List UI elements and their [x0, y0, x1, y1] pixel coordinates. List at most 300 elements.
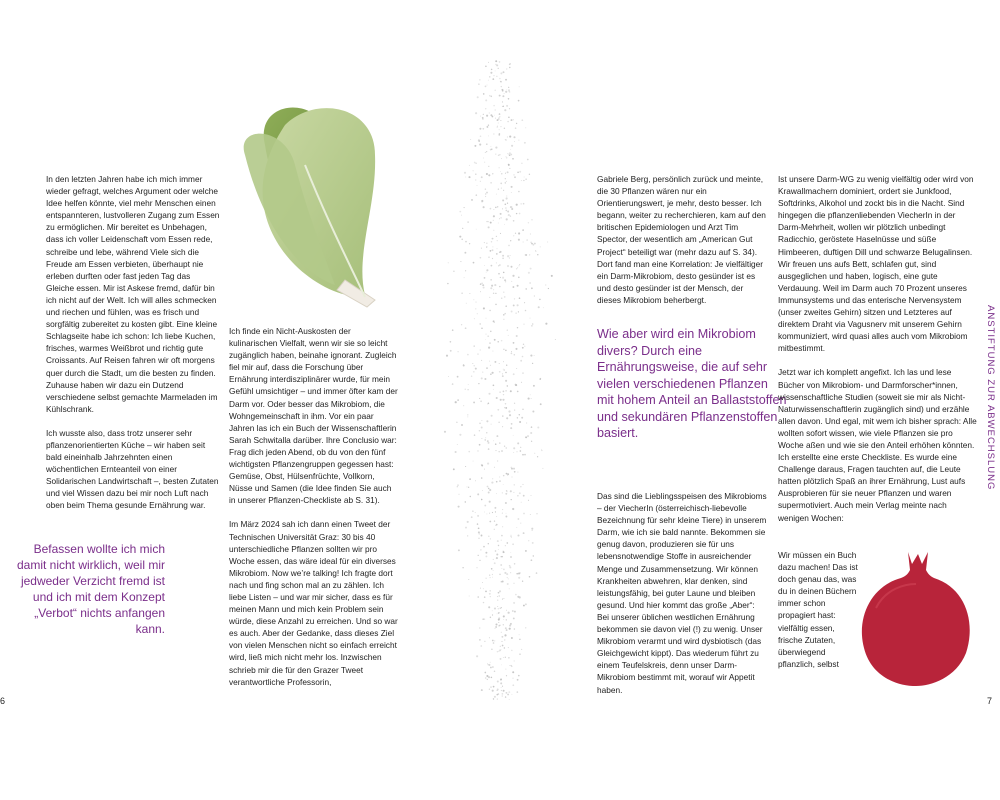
speckle-dot — [517, 691, 519, 693]
speckle-dot — [514, 583, 515, 584]
speckle-dot — [493, 698, 494, 699]
speckle-dot — [490, 182, 492, 184]
speckle-dot — [488, 492, 490, 494]
speckle-dot — [494, 339, 496, 341]
speckle-dot — [483, 287, 485, 289]
speckle-dot — [497, 699, 498, 700]
speckle-dot — [485, 196, 486, 197]
speckle-dot — [461, 424, 463, 426]
speckle-dot — [503, 598, 504, 599]
speckle-dot — [484, 596, 486, 598]
speckle-dot — [510, 427, 512, 429]
speckle-dot — [501, 690, 502, 691]
speckle-dot — [488, 606, 490, 608]
speckle-dot — [494, 284, 496, 286]
speckle-dot — [492, 577, 493, 578]
speckle-dot — [523, 203, 525, 205]
speckle-dot — [500, 658, 502, 660]
speckle-dot — [476, 194, 478, 196]
speckle-dot — [490, 279, 491, 280]
speckle-dot — [500, 564, 502, 566]
speckle-dot — [489, 95, 491, 97]
speckle-dot — [506, 181, 507, 182]
speckle-dot — [487, 403, 488, 404]
speckle-dot — [502, 695, 503, 696]
speckle-dot — [503, 391, 505, 393]
speckle-dot — [519, 421, 521, 423]
speckle-dot — [513, 119, 514, 120]
speckle-dot — [510, 215, 511, 216]
speckle-dot — [461, 293, 462, 294]
speckle-dot — [486, 432, 487, 433]
speckle-dot — [502, 95, 504, 97]
speckle-dot — [487, 486, 489, 488]
speckle-dot — [514, 298, 515, 299]
speckle-dot — [484, 512, 485, 513]
speckle-dot — [508, 335, 509, 336]
speckle-dot — [475, 112, 477, 114]
speckle-dot — [511, 665, 513, 667]
speckle-dot — [514, 410, 515, 411]
speckle-dot — [519, 264, 520, 265]
speckle-dot — [524, 346, 525, 347]
speckle-dot — [506, 69, 507, 70]
speckle-dot — [467, 354, 469, 356]
speckle-dot — [493, 293, 494, 294]
speckle-dot — [475, 302, 476, 303]
speckle-dot — [511, 186, 513, 188]
speckle-dot — [503, 657, 504, 658]
speckle-dot — [507, 329, 508, 330]
speckle-dot — [471, 199, 473, 201]
speckle-dot — [507, 203, 508, 204]
speckle-dot — [496, 435, 498, 437]
speckle-dot — [489, 489, 491, 491]
speckle-dot — [521, 180, 522, 181]
speckle-dot — [537, 427, 539, 429]
speckle-dot — [494, 322, 495, 323]
speckle-dot — [485, 555, 487, 557]
speckle-dot — [498, 592, 500, 594]
speckle-dot — [514, 628, 516, 630]
speckle-dot — [490, 667, 492, 669]
speckle-dot — [477, 313, 478, 314]
page-number-right: 7 — [987, 696, 993, 706]
speckle-dot — [465, 241, 467, 243]
speckle-dot — [494, 361, 496, 363]
speckle-dot — [510, 490, 512, 492]
speckle-dot — [473, 401, 475, 403]
speckle-dot — [496, 557, 498, 559]
speckle-dot — [444, 431, 446, 433]
speckle-dot — [502, 492, 503, 493]
speckle-dot — [476, 655, 478, 657]
speckle-dot — [510, 154, 512, 156]
speckle-dot — [465, 177, 466, 178]
speckle-dot — [464, 277, 465, 278]
speckle-dot — [490, 662, 491, 663]
speckle-dot — [509, 628, 511, 630]
speckle-dot — [500, 233, 501, 234]
speckle-dot — [518, 577, 520, 579]
speckle-dot — [467, 535, 468, 536]
speckle-dot — [505, 79, 507, 81]
speckle-dot — [471, 516, 473, 518]
speckle-dot — [494, 628, 495, 629]
speckle-dot — [520, 447, 521, 448]
speckle-dot — [508, 164, 510, 166]
speckle-dot — [513, 304, 515, 306]
speckle-dot — [475, 480, 476, 481]
speckle-dot — [504, 296, 506, 298]
speckle-dot — [475, 308, 476, 309]
speckle-dot — [506, 573, 508, 575]
speckle-dot — [518, 675, 520, 677]
speckle-dot — [511, 537, 512, 538]
speckle-dot — [502, 373, 503, 374]
speckle-dot — [513, 174, 514, 175]
speckle-dot — [490, 287, 492, 289]
speckle-dot — [487, 663, 488, 664]
speckle-dot — [517, 391, 519, 393]
speckle-dot — [496, 624, 498, 626]
speckle-dot — [497, 606, 498, 607]
speckle-dot — [509, 414, 511, 416]
speckle-dot — [520, 450, 522, 452]
speckle-dot — [500, 72, 502, 74]
speckle-dot — [519, 213, 521, 215]
speckle-dot — [490, 250, 492, 252]
speckle-dot — [493, 440, 494, 441]
speckle-dot — [496, 76, 497, 77]
speckle-dot — [492, 238, 494, 240]
speckle-dot — [479, 422, 481, 424]
speckle-dot — [503, 475, 505, 477]
speckle-dot — [505, 657, 506, 658]
speckle-dot — [488, 676, 490, 678]
speckle-dot — [519, 492, 521, 494]
speckle-gutter-decoration — [430, 60, 570, 700]
speckle-dot — [505, 178, 506, 179]
speckle-dot — [488, 664, 490, 666]
speckle-dot — [481, 328, 483, 330]
speckle-dot — [495, 153, 496, 154]
speckle-dot — [500, 120, 501, 121]
speckle-dot — [501, 632, 502, 633]
speckle-dot — [511, 423, 513, 425]
speckle-dot — [502, 277, 504, 279]
speckle-dot — [500, 646, 501, 647]
speckle-dot — [501, 86, 502, 87]
speckle-dot — [487, 463, 489, 465]
speckle-dot — [484, 469, 485, 470]
speckle-dot — [503, 106, 504, 107]
speckle-dot — [459, 434, 461, 436]
speckle-dot — [518, 265, 519, 266]
speckle-dot — [499, 625, 501, 627]
speckle-dot — [499, 612, 500, 613]
speckle-dot — [502, 645, 504, 647]
speckle-dot — [511, 468, 513, 470]
speckle-dot — [486, 221, 487, 222]
speckle-dot — [486, 143, 488, 145]
speckle-dot — [477, 523, 478, 524]
speckle-dot — [490, 331, 491, 332]
speckle-dot — [484, 162, 485, 163]
speckle-dot — [498, 545, 499, 546]
speckle-dot — [519, 297, 521, 299]
speckle-dot — [523, 532, 525, 534]
speckle-dot — [513, 447, 515, 449]
speckle-dot — [499, 78, 501, 80]
speckle-dot — [505, 372, 506, 373]
speckle-dot — [500, 217, 501, 218]
speckle-dot — [467, 414, 468, 415]
speckle-dot — [496, 194, 497, 195]
speckle-dot — [483, 307, 485, 309]
speckle-dot — [555, 339, 556, 340]
speckle-dot — [457, 399, 459, 401]
speckle-dot — [505, 627, 507, 629]
speckle-dot — [515, 594, 517, 596]
speckle-dot — [479, 144, 481, 146]
speckle-dot — [507, 211, 509, 213]
speckle-dot — [474, 365, 475, 366]
speckle-dot — [512, 610, 514, 612]
speckle-dot — [524, 142, 526, 144]
speckle-dot — [475, 179, 476, 180]
speckle-dot — [501, 173, 502, 174]
speckle-dot — [452, 383, 454, 385]
speckle-dot — [497, 680, 499, 682]
speckle-dot — [511, 208, 513, 210]
speckle-dot — [479, 444, 481, 446]
speckle-dot — [505, 91, 507, 93]
speckle-dot — [515, 233, 516, 234]
speckle-dot — [505, 350, 506, 351]
speckle-dot — [480, 349, 481, 350]
speckle-dot — [484, 277, 486, 279]
speckle-dot — [509, 168, 510, 169]
speckle-dot — [509, 566, 511, 568]
speckle-dot — [524, 254, 525, 255]
speckle-dot — [494, 562, 496, 564]
speckle-dot — [465, 270, 466, 271]
speckle-dot — [485, 193, 486, 194]
speckle-dot — [471, 375, 472, 376]
speckle-dot — [493, 133, 494, 134]
speckle-dot — [500, 682, 502, 684]
speckle-dot — [505, 204, 507, 206]
speckle-dot — [472, 363, 473, 364]
speckle-dot — [495, 511, 496, 512]
speckle-dot — [499, 218, 500, 219]
speckle-dot — [512, 684, 514, 686]
speckle-dot — [509, 136, 511, 138]
speckle-dot — [497, 206, 499, 208]
speckle-dot — [506, 513, 507, 514]
speckle-dot — [497, 341, 499, 343]
speckle-dot — [517, 518, 519, 520]
speckle-dot — [508, 154, 509, 155]
speckle-dot — [543, 307, 544, 308]
speckle-dot — [463, 405, 464, 406]
speckle-dot — [506, 365, 507, 366]
speckle-dot — [502, 526, 503, 527]
speckle-dot — [494, 115, 495, 116]
speckle-dot — [489, 112, 490, 113]
speckle-dot — [521, 203, 522, 204]
speckle-dot — [498, 188, 499, 189]
speckle-dot — [502, 599, 503, 600]
speckle-dot — [525, 310, 527, 312]
speckle-dot — [507, 255, 509, 257]
page-number-left: 6 — [0, 696, 6, 706]
speckle-dot — [503, 319, 504, 320]
paragraph: In den letzten Jahren habe ich mich immer wieder gefragt, welches Argument oder welche Idee helfen könnte, viel mehr Menschen einen entspannteren, lustvolleren Zugang zum Essen zu ermöglichen. Mir bereitet es Unbehagen, dass ich voller Leidenschaft vom Essen rede, schreibe und lebe, während Viele sich die Freude am Essen verbieten, überhaupt nie erleben durften oder fast jeden Tag das Gleiche essen. Mir ist Askese fremd, dafür bin ich nicht auf der Welt. Ich will alles schmecken und riechen und fühlen, was es frisch und sorgfältig zubereitet zu kosten gibt. Eine kleine Schlagseite habe ich schon: Ich liebe Kuchen, frisches, warmes Weißbrot und richtig gute Croissants. Auf Reisen fahren wir oft morgens quer durch die Stadt, um die besten zu finden. Zuhause haben wir dazu ein Dutzend verschiedene selbst gemachte Marmeladen im Kühlschrank. — [46, 174, 220, 414]
speckle-dot — [499, 113, 501, 115]
speckle-dot — [523, 605, 525, 607]
speckle-dot — [485, 439, 486, 440]
pomegranate-illustration — [856, 548, 978, 688]
speckle-dot — [486, 367, 488, 369]
speckle-dot — [480, 116, 481, 117]
speckle-dot — [493, 320, 495, 322]
speckle-dot — [478, 83, 480, 85]
speckle-dot — [489, 310, 490, 311]
speckle-dot — [511, 351, 512, 352]
speckle-dot — [485, 591, 487, 593]
speckle-dot — [492, 372, 494, 374]
speckle-dot — [525, 127, 526, 128]
speckle-dot — [480, 257, 482, 259]
speckle-dot — [503, 690, 505, 692]
speckle-dot — [457, 444, 458, 445]
speckle-dot — [503, 314, 505, 316]
speckle-dot — [490, 577, 491, 578]
speckle-dot — [499, 154, 500, 155]
speckle-dot — [484, 265, 485, 266]
speckle-dot — [504, 109, 506, 111]
speckle-dot — [485, 99, 487, 101]
speckle-dot — [468, 384, 469, 385]
speckle-dot — [531, 325, 532, 326]
speckle-dot — [500, 277, 501, 278]
speckle-dot — [506, 619, 507, 620]
speckle-dot — [517, 472, 518, 473]
speckle-dot — [486, 126, 488, 128]
speckle-dot — [540, 403, 542, 405]
speckle-dot — [499, 442, 500, 443]
speckle-dot — [507, 136, 508, 137]
speckle-dot — [489, 513, 490, 514]
speckle-dot — [531, 559, 533, 561]
speckle-dot — [489, 521, 491, 523]
speckle-dot — [502, 693, 504, 695]
speckle-dot — [506, 210, 508, 212]
speckle-dot — [490, 538, 491, 539]
speckle-dot — [516, 335, 518, 337]
speckle-dot — [536, 513, 537, 514]
speckle-dot — [502, 399, 504, 401]
speckle-dot — [504, 93, 505, 94]
speckle-dot — [506, 105, 508, 107]
speckle-dot — [529, 576, 531, 578]
speckle-dot — [505, 139, 506, 140]
speckle-dot — [481, 438, 482, 439]
speckle-dot — [495, 550, 497, 552]
speckle-dot — [506, 692, 507, 693]
speckle-dot — [514, 141, 515, 142]
speckle-dot — [479, 627, 480, 628]
speckle-dot — [510, 206, 512, 208]
speckle-dot — [511, 192, 512, 193]
speckle-dot — [507, 577, 508, 578]
speckle-dot — [528, 222, 529, 223]
speckle-dot — [534, 453, 535, 454]
speckle-dot — [513, 492, 514, 493]
speckle-dot — [498, 608, 499, 609]
speckle-dot — [511, 281, 512, 282]
speckle-dot — [465, 389, 466, 390]
speckle-dot — [458, 506, 460, 508]
speckle-dot — [532, 530, 533, 531]
speckle-dot — [495, 207, 497, 209]
speckle-dot — [488, 221, 489, 222]
speckle-dot — [490, 149, 492, 151]
speckle-dot — [505, 380, 507, 382]
speckle-dot — [497, 460, 498, 461]
speckle-dot — [521, 502, 522, 503]
speckle-dot — [547, 241, 548, 242]
speckle-dot — [497, 596, 498, 597]
speckle-dot — [500, 399, 502, 401]
speckle-dot — [516, 123, 517, 124]
speckle-dot — [506, 218, 508, 220]
speckle-dot — [490, 72, 492, 74]
speckle-dot — [508, 116, 510, 118]
speckle-dot — [495, 70, 496, 71]
speckle-dot — [510, 556, 512, 558]
speckle-dot — [505, 516, 507, 518]
speckle-dot — [492, 574, 493, 575]
speckle-dot — [508, 410, 510, 412]
speckle-dot — [502, 257, 504, 259]
speckle-dot — [478, 555, 479, 556]
speckle-dot — [492, 512, 493, 513]
speckle-dot — [453, 468, 455, 470]
speckle-dot — [534, 355, 535, 356]
speckle-dot — [488, 347, 490, 349]
right-column-2 — [778, 173, 978, 524]
speckle-dot — [492, 249, 494, 251]
speckle-dot — [475, 368, 477, 370]
speckle-dot — [506, 157, 507, 158]
speckle-dot — [539, 299, 541, 301]
speckle-dot — [475, 512, 476, 513]
speckle-dot — [496, 397, 498, 399]
speckle-dot — [498, 155, 500, 157]
speckle-dot — [484, 619, 485, 620]
speckle-dot — [532, 542, 534, 544]
speckle-dot — [502, 375, 504, 377]
speckle-dot — [501, 607, 502, 608]
speckle-dot — [497, 240, 498, 241]
speckle-dot — [511, 119, 513, 121]
speckle-dot — [501, 636, 503, 638]
speckle-dot — [513, 220, 515, 222]
speckle-dot — [505, 493, 507, 495]
